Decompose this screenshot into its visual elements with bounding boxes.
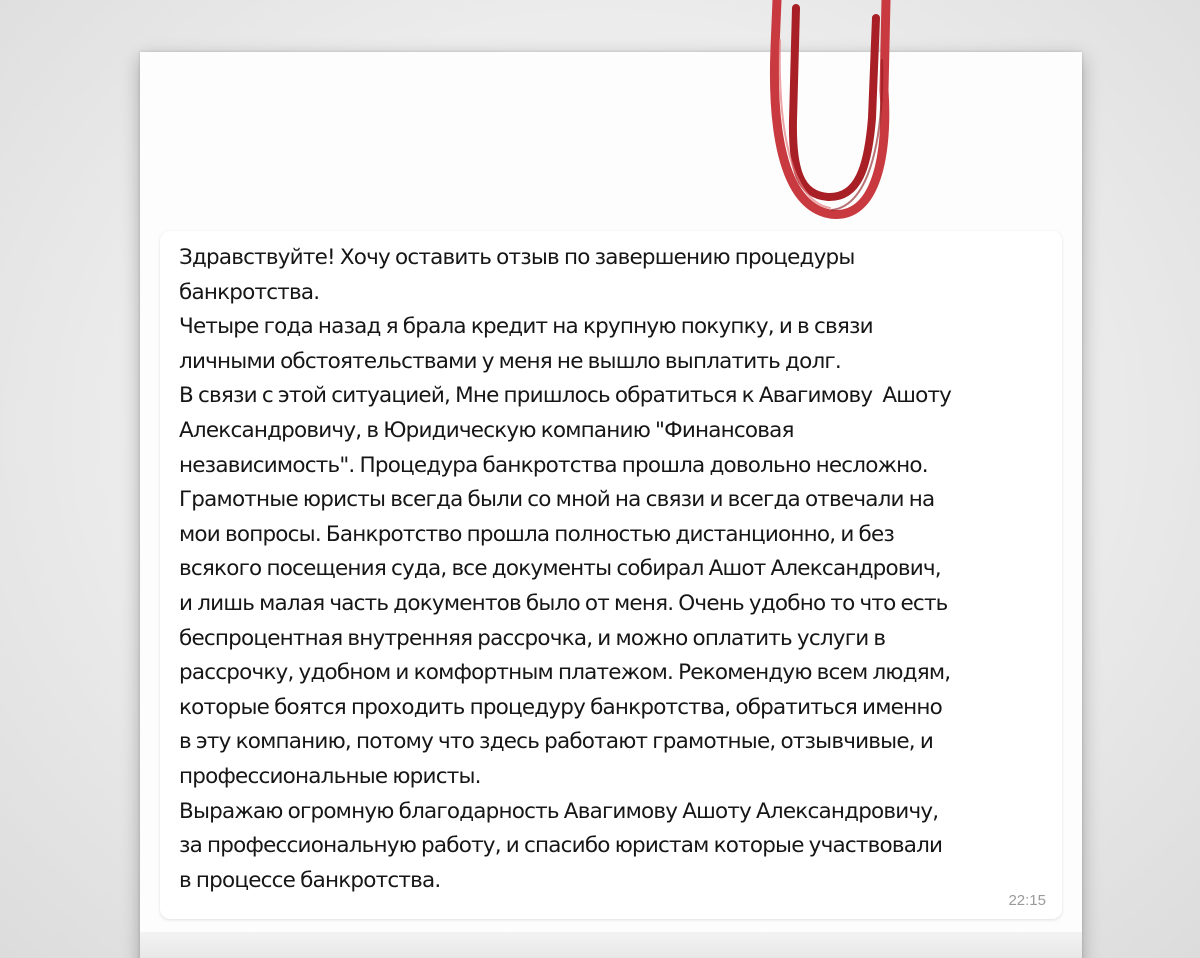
message-line: независимость". Процедура банкротства прошла довольно несложно. <box>179 452 928 478</box>
message-line: профессиональные юристы. <box>179 763 481 789</box>
message-line: Здравствуйте! Хочу оставить отзыв по завершению процедуры <box>179 245 855 270</box>
message-line: Четыре года назад я брала кредит на крупную покупку, и в связи <box>179 314 873 340</box>
message-line: всякого посещения суда, все документы собирал Ашот Александрович, <box>179 556 941 582</box>
message-line: за профессиональную работу, и спасибо юристам которые участвовали <box>179 833 943 859</box>
message-line: которые боятся проходить процедуру банкротства, обратиться именно <box>179 694 942 720</box>
paperclip-icon <box>760 0 910 230</box>
message-line: в эту компанию, потому что здесь работают грамотные, отзывчивые, и <box>179 729 933 755</box>
message-line: банкротства. <box>179 279 320 305</box>
message-line: В связи с этой ситуацией, Мне пришлось обратиться к Авагимову Ашоту <box>179 383 952 409</box>
message-text <box>179 241 1059 898</box>
message-line: в процессе банкротства. <box>179 867 441 893</box>
message-line: рассрочку, удобном и комфортным платежом. Рекомендую всем людям, <box>179 660 951 686</box>
message-line: личными обстоятельствами у меня не вышло выплатить долг. <box>179 348 841 374</box>
message-bubble[interactable] <box>160 231 1062 919</box>
message-line: Грамотные юристы всегда были со мной на связи и всегда отвечали на <box>179 487 935 513</box>
paper-bottom-edge <box>140 932 1082 958</box>
message-line: мои вопросы. Банкротство прошла полностью дистанционно, и без <box>179 521 895 547</box>
message-line: и лишь малая часть документов было от меня. Очень удобно то что есть <box>179 590 948 616</box>
message-line: Александровичу, в Юридическую компанию "Финансовая <box>179 417 794 443</box>
message-line: Выражаю огромную благодарность Авагимову Ашоту Александровичу, <box>179 798 939 824</box>
message-line: беспроцентная внутренняя рассрочка, и можно оплатить услуги в <box>179 625 886 651</box>
message-timestamp: 22:15 <box>1008 892 1046 909</box>
